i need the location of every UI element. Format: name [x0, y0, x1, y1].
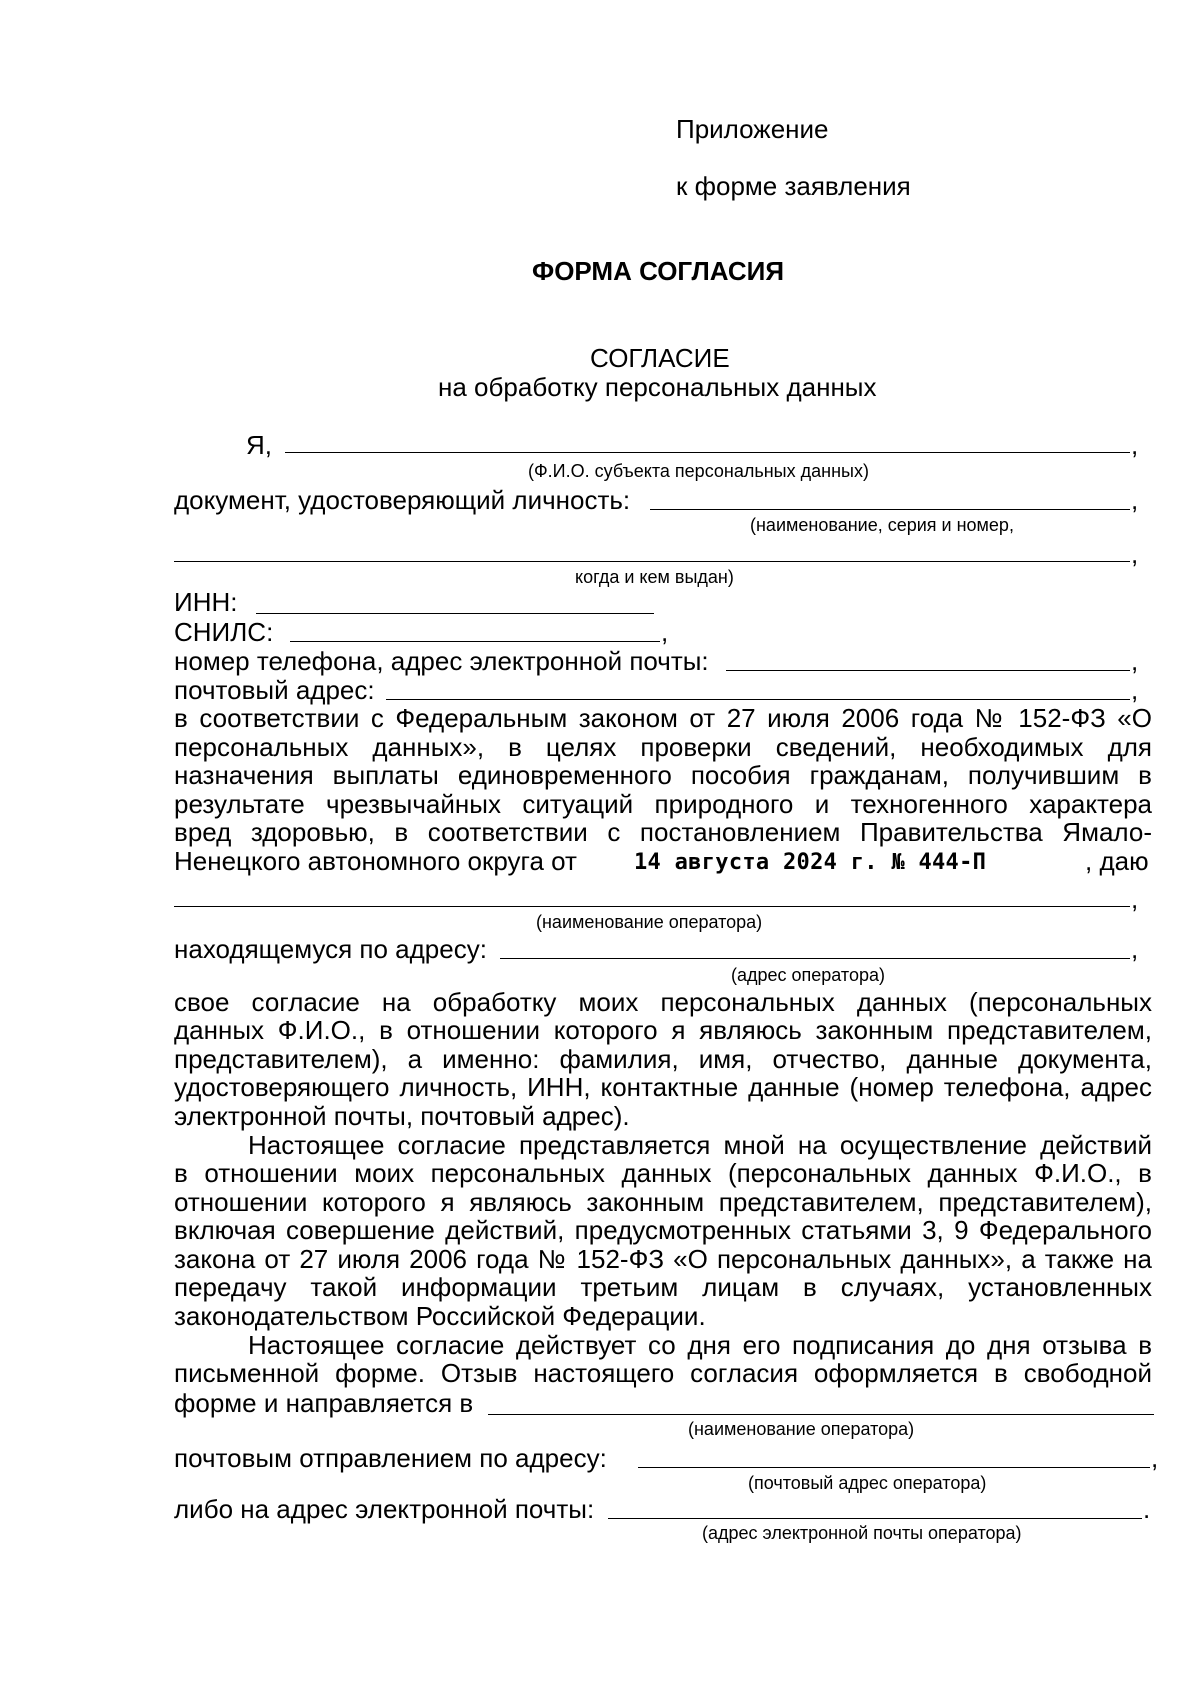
- appendix-form-ref: к форме заявления: [676, 171, 911, 201]
- comma: ,: [661, 617, 669, 647]
- consent-subtitle: на обработку персональных данных: [438, 372, 877, 402]
- para4-last: форме и направляется в: [174, 1388, 474, 1418]
- comma: ,: [1131, 675, 1139, 705]
- operator-name-line[interactable]: [174, 906, 1130, 907]
- recall-operator-hint: (наименование оператора): [688, 1419, 915, 1439]
- para3-line: передачу такой информации третьим лицам в случаях, установленных: [174, 1272, 1152, 1302]
- para2-line: электронной почты, почтовый адрес).: [174, 1101, 630, 1131]
- comma: ,: [1131, 646, 1139, 676]
- recall-operator-line[interactable]: [488, 1414, 1154, 1415]
- phone-email-label: номер телефона, адрес электронной почты:: [174, 646, 709, 676]
- doc-issued-line[interactable]: [174, 561, 1130, 562]
- para2-line: свое согласие на обработку моих персональных данных (персональных: [174, 987, 1152, 1017]
- para2-line: данных Ф.И.О., в отношении которого я являюсь законным представителем,: [174, 1015, 1152, 1045]
- para1-line: вред здоровью, в соответствии с постановлением Правительства Ямало-: [174, 817, 1152, 847]
- resolution-stamp: 14 августа 2024 г. № 444-П: [634, 850, 987, 875]
- para1-line: результате чрезвычайных ситуаций природного и техногенного характера: [174, 789, 1152, 819]
- postal-line[interactable]: [386, 699, 1130, 700]
- para3-line: закона от 27 июля 2006 года № 152-ФЗ «О персональных данных», а также на: [174, 1244, 1152, 1274]
- para4-line: Настоящее согласие действует со дня его подписания до дня отзыва в: [248, 1330, 1152, 1360]
- email-send-hint: (адрес электронной почты оператора): [702, 1523, 1022, 1543]
- appendix-label: Приложение: [676, 114, 829, 144]
- postal-send-line[interactable]: [638, 1467, 1150, 1468]
- inn-label: ИНН:: [174, 587, 238, 617]
- operator-address-label: находящемуся по адресу:: [174, 934, 487, 964]
- fio-hint: (Ф.И.О. субъекта персональных данных): [528, 461, 869, 481]
- operator-name-hint: (наименование оператора): [536, 912, 763, 932]
- para3-line: Настоящее согласие представляется мной на осуществление действий: [248, 1130, 1152, 1160]
- doc-hint: (наименование, серия и номер,: [750, 515, 1014, 535]
- para3-line: в отношении моих персональных данных (персональных данных Ф.И.О., в: [174, 1158, 1152, 1188]
- inn-line[interactable]: [256, 613, 654, 614]
- postal-send-hint: (почтовый адрес оператора): [748, 1473, 987, 1493]
- para2-line: удостоверяющего личность, ИНН, контактные данные (номер телефона, адрес: [174, 1072, 1152, 1102]
- comma: ,: [1131, 934, 1139, 964]
- consent-title: СОГЛАСИЕ: [590, 343, 730, 373]
- postal-label: почтовый адрес:: [174, 675, 375, 705]
- para3-line: включая совершение действий, предусмотренных статьями 3, 9 Федерального: [174, 1215, 1152, 1245]
- comma: ,: [1131, 884, 1139, 914]
- snils-label: СНИЛС:: [174, 617, 274, 647]
- operator-address-line[interactable]: [500, 958, 1130, 959]
- para3-line: отношении которого я являюсь законным представителем, представителем),: [174, 1187, 1152, 1217]
- comma: ,: [1131, 430, 1139, 460]
- para1-line: в соответствии с Федеральным законом от 27 июля 2006 года № 152-ФЗ «О: [174, 703, 1152, 733]
- para1-last-right: , даю: [1085, 846, 1149, 876]
- doc-issued-hint: когда и кем выдан): [575, 567, 734, 587]
- para4-line: письменной форме. Отзыв настоящего согласия оформляется в свободной: [174, 1358, 1152, 1388]
- doc-line[interactable]: [650, 509, 1130, 510]
- para2-line: представителем), а именно: фамилия, имя, отчество, данные документа,: [174, 1044, 1152, 1074]
- snils-line[interactable]: [290, 641, 660, 642]
- comma: ,: [1131, 485, 1139, 515]
- form-title: ФОРМА СОГЛАСИЯ: [532, 256, 785, 286]
- email-send-line[interactable]: [608, 1518, 1142, 1519]
- phone-email-line[interactable]: [726, 670, 1130, 671]
- email-send-label: либо на адрес электронной почты:: [174, 1494, 595, 1524]
- doc-label: документ, удостоверяющий личность:: [174, 485, 631, 515]
- operator-address-hint: (адрес оператора): [731, 965, 885, 985]
- period: .: [1143, 1494, 1151, 1524]
- para1-line: назначения выплаты единовременного пособия гражданам, получившим в: [174, 760, 1152, 790]
- comma: ,: [1131, 539, 1139, 569]
- para3-line: законодательством Российской Федерации.: [174, 1301, 706, 1331]
- i-label: Я,: [246, 430, 272, 460]
- para1-line: персональных данных», в целях проверки сведений, необходимых для: [174, 732, 1152, 762]
- comma: ,: [1151, 1443, 1159, 1473]
- fio-line[interactable]: [285, 452, 1130, 453]
- para1-last-left: Ненецкого автономного округа от: [174, 846, 577, 876]
- postal-send-label: почтовым отправлением по адресу:: [174, 1443, 607, 1473]
